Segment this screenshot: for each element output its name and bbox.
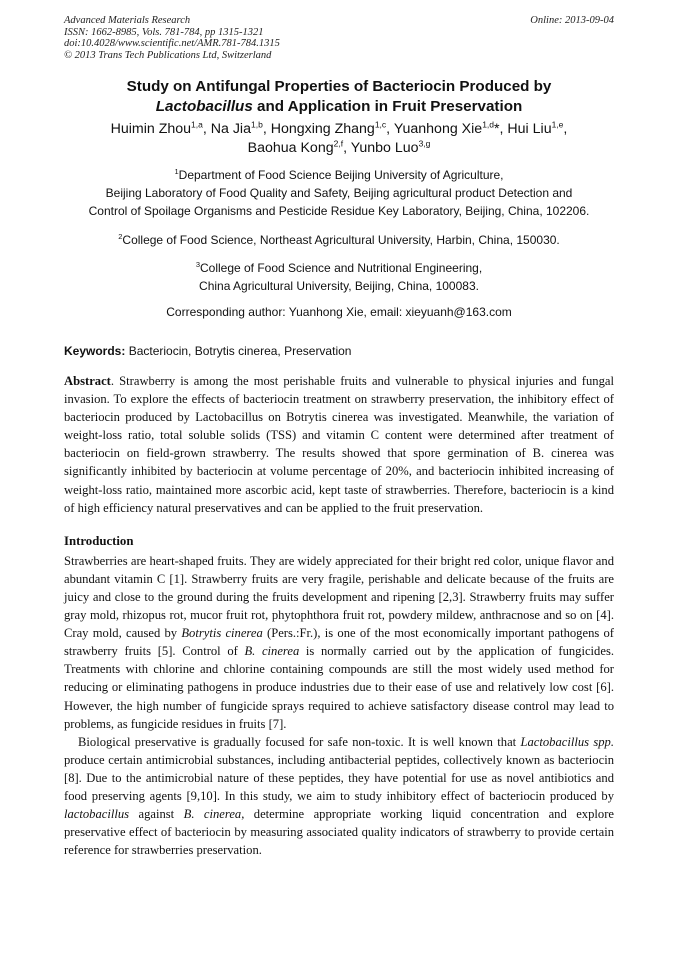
author-name: Yunbo Luo [350,140,419,156]
author-name: Hui Liu [507,121,552,137]
title-genus: Lactobacillus [155,98,253,115]
corresponding-author: Corresponding author: Yuanhong Xie, email: xieyuanh@163.com [166,305,512,319]
copyright-line: © 2013 Trans Tech Publications Ltd, Switzerland [64,49,272,61]
author-name: Hongxing Zhang [270,121,375,137]
abstract-label: Abstract [64,374,111,388]
author-sup: 1,d [482,119,495,130]
keywords [64,343,614,359]
author-sup: 1,b [250,119,263,130]
issn-line: ISSN: 1662-8985, Vols. 781-784, pp 1315-1321 [64,26,264,38]
affiliation-sup: 3 [195,260,200,269]
paper-title [64,77,614,117]
author-sup: 1,a [191,119,203,130]
affiliation-3: $^3$College of Food Science and Nutritional Engineering, China Agricultural University, Beijing, China, 100083. [195,260,483,293]
author-name: Yuanhong Xie [393,121,483,137]
intro-paragraph-1: Strawberries are heart-shaped fruits. They are widely appreciated for their bright red color, unique flavor and abundant vitamin C [1]. Strawberry fruits are very fragile, perishable and delicate because of the fruits are juicy and close to the ground during the fruits development and ripening [2,3]. Strawberry fruits may suffer gray mold, rhizopus rot, mucor fruit rot, phytophthora fruit rot, powdery mildew, anthracnose and so on [4]. Cray mold, caused by Botrytis cinerea (Pers.:Fr.), is one of the most economically important pathogens of strawberry fruits [5]. Control of B. cinerea is normally carried out by the application of fungicides. Treatments with chlorine and chlorine containing compounds are still the most widely used method for reducing or eliminating pathogens in produce industries due to their ease of use and relatively low cost [6]. However, the high number of fungicide sprays required to achieve satisfactory disease control may lead to problems, as fungicide residues in fruits [7]. [64,553,615,731]
affiliation-sup: 2 [118,232,123,241]
author-line-1: Huimin Zhou$^{1,a}$, Na Jia$^{1,b}$, Hongxing Zhang$^{1,c}$, Yuanhong Xie$^{1,d}$*, Hui Liu$^{1,e}$, [110,119,568,137]
online-date: Online: 2013-09-04 [530,15,614,26]
author-name: Baohua Kong [247,140,334,156]
abstract [64,372,614,517]
journal-header [64,15,614,61]
title-line-2 [64,97,614,117]
intro-paragraph-2: Biological preservative is gradually focused for safe non-toxic. It is well known that Lactobacillus spp. produce certain antimicrobial substances, including antibacterial peptides, collectively known as bacteriocin [8]. Due to the antimicrobial nature of these peptides, they have potential for use as novel antibiotics and food preserving agents [9,10]. In this study, we aim to study inhibitory effect of bacteriocin produced by lactobacillus against B. cinerea, determine appropriate working liquid concentration and explore preservative effect of bacteriocin by measuring associated quality indicators of strawberry to provide certain reference for strawberries preservation. [64,734,615,858]
title-line-2-rest: and Application in Fruit Preservation [252,98,523,115]
keywords-text: Bacteriocin, Botrytis cinerea, Preservation [125,344,352,358]
affiliation-2: $^2$College of Food Science, Northeast Agricultural University, Harbin, China, 150030. [118,232,560,247]
doi-line: doi:10.4028/www.scientific.net/AMR.781-784.1315 [64,38,280,49]
author-name: Na Jia [210,121,251,137]
author-sup: 1,e [551,119,564,130]
author-sup: 1,c [374,119,387,130]
abstract-text: . Strawberry is among the most perishable fruits and vulnerable to physical injuries and fungal invasion. To explore the effects of bacteriocin treatment on strawberry preservation, the inhibitory effect of bacteriocin produced by Lactobacillus on Botrytis cinerea was investigated. Meanwhile, the variation of weight-loss ratio, total soluble solids (TSS) and vitamin C content were determined after treatment of bacteriocin on field-grown strawberry. The results showed that spore germination of B. cinerea was significantly inhibited by bacteriocin at volume percentage of 20%, and bacteriocin inhibited increasing of weight-loss ratio, maintained more ascorbic acid, kept taste of strawberries. Therefore, bacteriocin is a kind of high efficiency natural preservatives and can be applied to the fruit preservation. [64,374,614,515]
author-name: Huimin Zhou [110,121,192,137]
introduction-heading: Introduction [64,533,134,548]
author-list [64,120,614,158]
author-line-2: Baohua Kong$^{2,f}$, Yunbo Luo$^{3,g}$ [247,138,431,156]
author-sup: 3,g [418,138,431,149]
affiliation-sup: 1 [174,167,179,176]
title-line-1: Study on Antifungal Properties of Bacteriocin Produced by [126,78,552,95]
keywords-label: Keywords: [64,344,126,358]
author-sup: 2,f [333,138,344,149]
affiliation-1: $^1$Department of Food Science Beijing University of Agriculture, Beijing Laboratory of Food Quality and Safety, Beijing agricultural product Detection and Control of Spoilage Organisms and Pesticide Residue Key Laboratory, Beijing, China, 102206. [88,167,590,218]
journal-name: Advanced Materials Research [64,15,191,26]
